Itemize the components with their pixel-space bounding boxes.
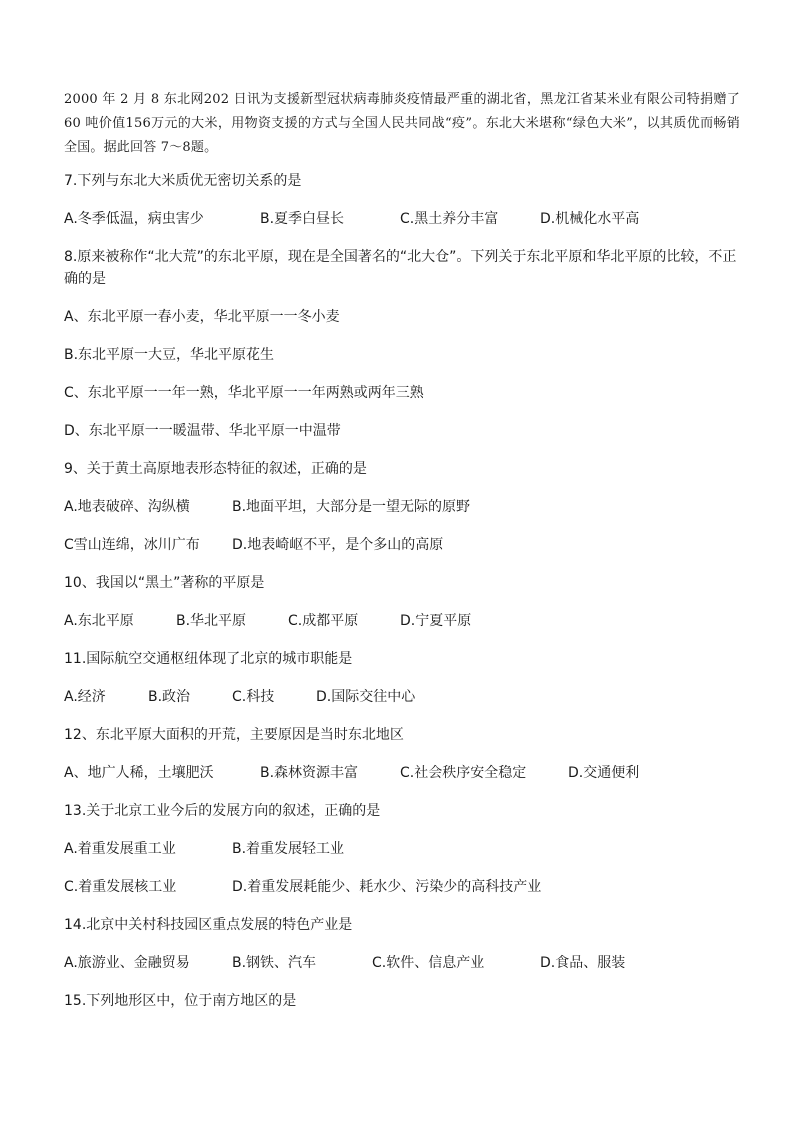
option-d: D、东北平原一一暖温带、华北平原一中温带 bbox=[64, 423, 341, 439]
option-b: B.着重发展轻工业 bbox=[232, 841, 345, 857]
option-a: A.旅游业、金融贸易 bbox=[64, 955, 190, 971]
options-row bbox=[64, 610, 740, 632]
option-d: D.机械化水平高 bbox=[540, 211, 640, 227]
question-10 bbox=[64, 572, 740, 632]
question-stem: 7.下列与东北大米质优无密切关系的是 bbox=[64, 173, 302, 189]
options-row bbox=[64, 208, 740, 230]
option-b: B.钢铁、汽车 bbox=[232, 955, 317, 971]
option-b: B.森林资源丰富 bbox=[260, 765, 359, 781]
option-c: C、东北平原一一年一熟，华北平原一一年两熟或两年三熟 bbox=[64, 385, 424, 401]
option-d: D.地表崎岖不平，是个多山的高原 bbox=[232, 537, 444, 553]
question-9 bbox=[64, 458, 740, 556]
options-row bbox=[64, 952, 740, 974]
option-c: C.黑土养分丰富 bbox=[400, 211, 499, 227]
option-a: A.冬季低温，病虫害少 bbox=[64, 211, 204, 227]
option-d: D.着重发展耗能少、耗水少、污染少的高科技产业 bbox=[232, 879, 542, 895]
option-c: C.社会秩序安全稳定 bbox=[400, 765, 527, 781]
options-row bbox=[64, 686, 740, 708]
intro-passage: 2000 年 2 月 8 东北网202 日讯为支援新型冠状病毒肺炎疫情最严重的湖北省，黑龙江省某米业有限公司特捐赠了 60 吨价值156万元的大米，用物资支援的方式与全国人民共同战“疫”。东北大米堪称“绿色大米”，以其质优而畅销全国。据此回答 7～8题。 bbox=[64, 92, 740, 155]
question-12 bbox=[64, 724, 740, 784]
options-row-1 bbox=[64, 838, 740, 860]
question-stem: 12、东北平原大面积的开荒，主要原因是当时东北地区 bbox=[64, 727, 404, 743]
option-a: A.东北平原 bbox=[64, 613, 134, 629]
option-c: C.软件、信息产业 bbox=[372, 955, 485, 971]
option-c: C.成都平原 bbox=[288, 613, 359, 629]
option-d: D.宁夏平原 bbox=[400, 613, 472, 629]
option-b: B.华北平原 bbox=[176, 613, 247, 629]
options-row-1 bbox=[64, 496, 740, 518]
option-a: A.着重发展重工业 bbox=[64, 841, 176, 857]
option-a: A.经济 bbox=[64, 689, 106, 705]
question-8 bbox=[64, 246, 740, 442]
exam-page bbox=[64, 88, 740, 1028]
question-13 bbox=[64, 800, 740, 898]
option-c: C雪山连绵，冰川广布 bbox=[64, 537, 200, 553]
option-a: A.地表破碎、沟纵横 bbox=[64, 499, 190, 515]
question-stem: 11.国际航空交通枢纽体现了北京的城市职能是 bbox=[64, 651, 353, 667]
option-a: A、东北平原一春小麦，华北平原一一冬小麦 bbox=[64, 309, 340, 325]
question-14 bbox=[64, 914, 740, 974]
question-15 bbox=[64, 990, 740, 1012]
options-row-2 bbox=[64, 876, 740, 898]
option-b: B.政治 bbox=[148, 689, 191, 705]
option-c: C.着重发展核工业 bbox=[64, 879, 177, 895]
question-stem: 13.关于北京工业今后的发展方向的叙述，正确的是 bbox=[64, 803, 381, 819]
option-b: B.东北平原一大豆，华北平原花生 bbox=[64, 347, 275, 363]
question-7 bbox=[64, 170, 740, 230]
option-d: D.交通便利 bbox=[568, 765, 640, 781]
question-stem: 14.北京中关村科技园区重点发展的特色产业是 bbox=[64, 917, 353, 933]
options-column bbox=[64, 306, 740, 442]
option-d: D.国际交往中心 bbox=[316, 689, 416, 705]
question-stem: 8.原来被称作“北大荒”的东北平原，现在是全国著名的“北大仓”。下列关于东北平原和华北平原的比较，不正确的是 bbox=[64, 249, 737, 287]
options-row-2 bbox=[64, 534, 740, 556]
option-c: C.科技 bbox=[232, 689, 275, 705]
question-stem: 9、关于黄土高原地表形态特征的叙述，正确的是 bbox=[64, 461, 367, 477]
option-a: A、地广人稀，土壤肥沃 bbox=[64, 765, 214, 781]
option-b: B.地面平坦，大部分是一望无际的原野 bbox=[232, 499, 471, 515]
question-stem: 10、我国以“黑土”著称的平原是 bbox=[64, 575, 265, 591]
options-row bbox=[64, 762, 740, 784]
question-stem: 15.下列地形区中，位于南方地区的是 bbox=[64, 993, 297, 1009]
option-b: B.夏季白昼长 bbox=[260, 211, 345, 227]
question-11 bbox=[64, 648, 740, 708]
option-d: D.食品、服装 bbox=[540, 955, 626, 971]
